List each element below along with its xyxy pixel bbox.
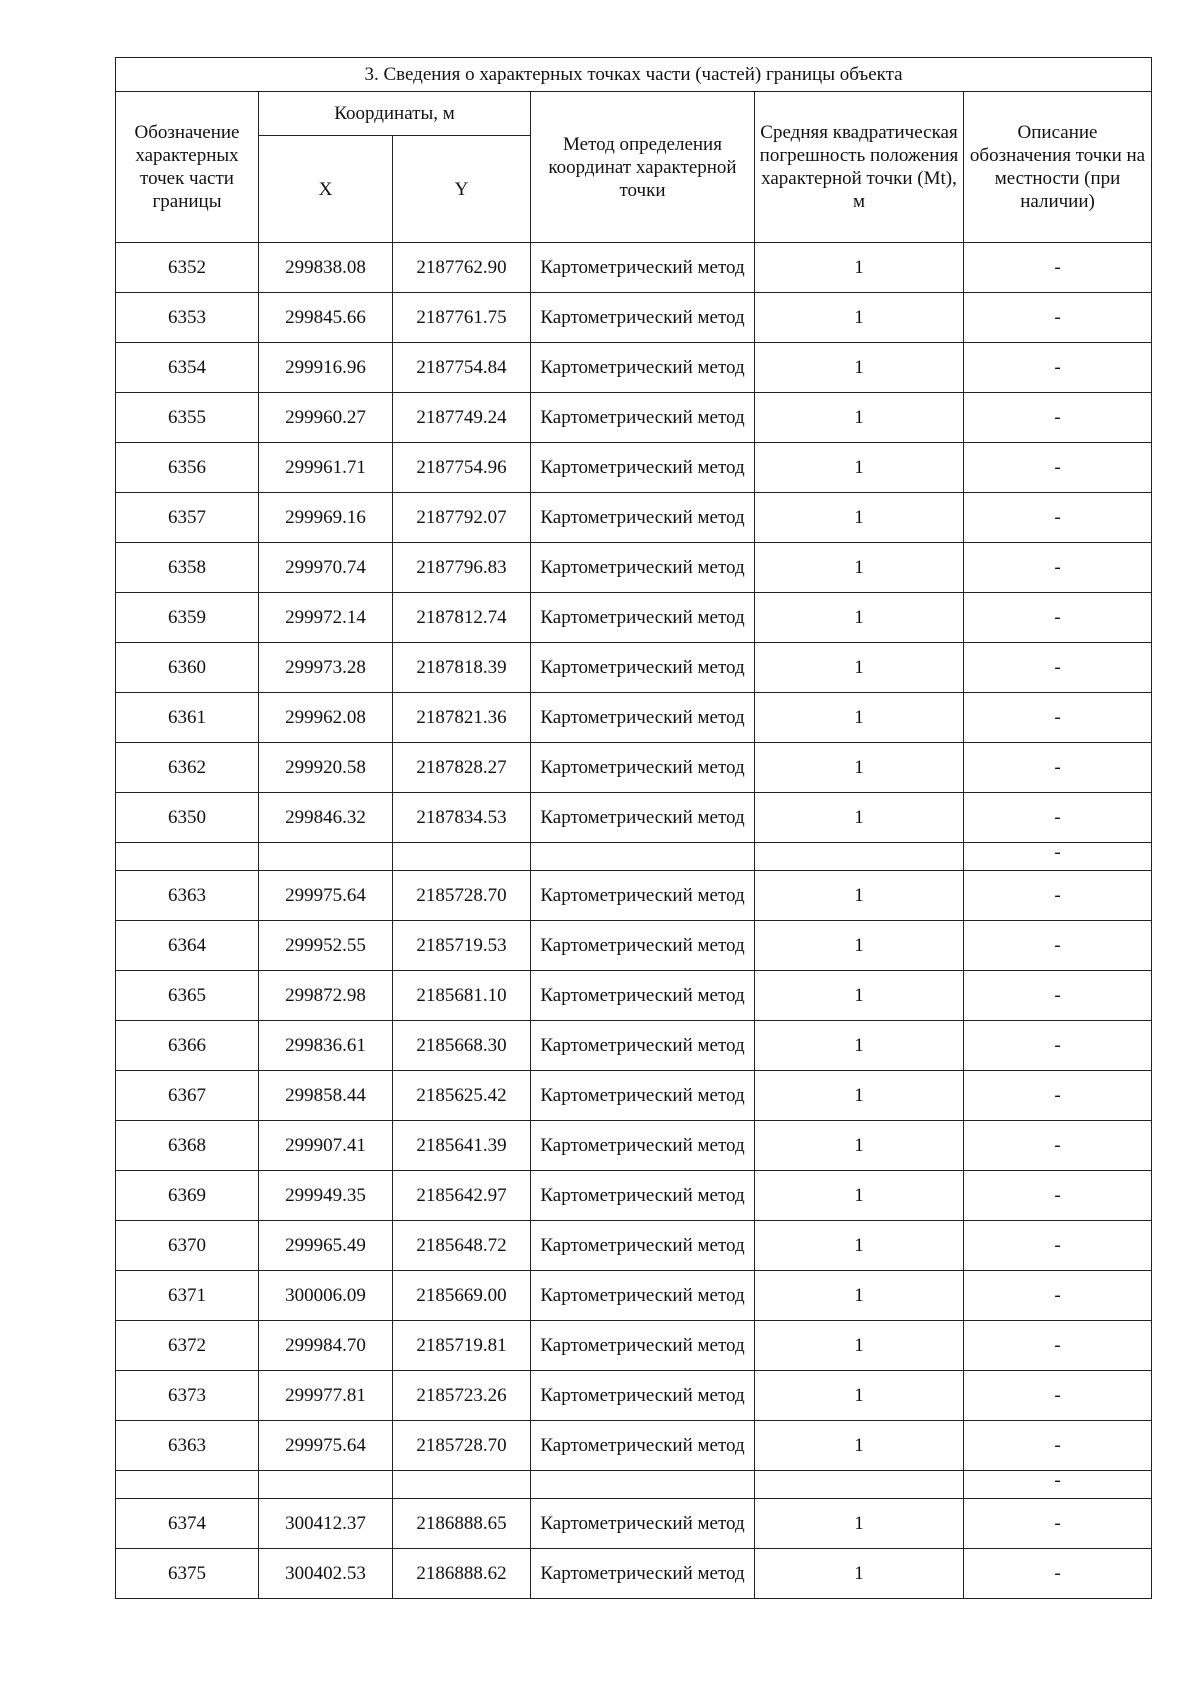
accuracy-cell: 1	[755, 743, 964, 793]
point-id-cell: 6365	[116, 971, 259, 1021]
y-coordinate-cell: 2187818.39	[393, 643, 531, 693]
description-cell: -	[964, 293, 1152, 343]
y-coordinate-cell: 2187792.07	[393, 493, 531, 543]
accuracy-cell: 1	[755, 493, 964, 543]
y-coordinate-cell: 2185719.53	[393, 921, 531, 971]
method-cell: Картометрический метод	[531, 1421, 755, 1471]
method-cell	[531, 843, 755, 871]
y-coordinate-cell: 2187821.36	[393, 693, 531, 743]
accuracy-cell: 1	[755, 543, 964, 593]
accuracy-cell: 1	[755, 871, 964, 921]
accuracy-cell: 1	[755, 1071, 964, 1121]
x-coordinate-cell: 299949.35	[259, 1171, 393, 1221]
y-coordinate-cell: 2187754.96	[393, 443, 531, 493]
y-coordinate-cell: 2187761.75	[393, 293, 531, 343]
method-cell: Картометрический метод	[531, 1221, 755, 1271]
description-cell: -	[964, 493, 1152, 543]
y-coordinate-cell: 2185625.42	[393, 1071, 531, 1121]
description-cell: -	[964, 743, 1152, 793]
method-cell: Картометрический метод	[531, 493, 755, 543]
x-coordinate-cell: 300006.09	[259, 1271, 393, 1321]
method-cell: Картометрический метод	[531, 1071, 755, 1121]
method-cell: Картометрический метод	[531, 793, 755, 843]
point-id-cell: 6364	[116, 921, 259, 971]
table-row	[116, 343, 1152, 393]
method-cell: Картометрический метод	[531, 921, 755, 971]
method-cell: Картометрический метод	[531, 1171, 755, 1221]
description-cell: -	[964, 1071, 1152, 1121]
point-id-cell: 6366	[116, 1021, 259, 1071]
table-row	[116, 971, 1152, 1021]
method-cell: Картометрический метод	[531, 593, 755, 643]
table-row	[116, 793, 1152, 843]
method-cell: Картометрический метод	[531, 1271, 755, 1321]
y-coordinate-cell: 2185648.72	[393, 1221, 531, 1271]
y-coordinate-cell: 2185668.30	[393, 1021, 531, 1071]
point-id-cell: 6369	[116, 1171, 259, 1221]
method-cell: Картометрический метод	[531, 393, 755, 443]
point-id-cell: 6370	[116, 1221, 259, 1271]
description-cell: -	[964, 243, 1152, 293]
table-row	[116, 921, 1152, 971]
description-cell: -	[964, 1171, 1152, 1221]
y-coordinate-cell: 2187812.74	[393, 593, 531, 643]
header-accuracy: Средняя квадратическая погрешность положения характерной точки (Mt), м	[755, 92, 964, 243]
method-cell: Картометрический метод	[531, 643, 755, 693]
table-row	[116, 1499, 1152, 1549]
x-coordinate-cell: 299984.70	[259, 1321, 393, 1371]
table-body	[116, 243, 1152, 1599]
description-cell: -	[964, 1021, 1152, 1071]
x-coordinate-cell: 299838.08	[259, 243, 393, 293]
method-cell: Картометрический метод	[531, 243, 755, 293]
x-coordinate-cell: 299961.71	[259, 443, 393, 493]
y-coordinate-cell: 2186888.65	[393, 1499, 531, 1549]
x-coordinate-cell: 299858.44	[259, 1071, 393, 1121]
table-row	[116, 493, 1152, 543]
method-cell: Картометрический метод	[531, 971, 755, 1021]
table-row	[116, 1071, 1152, 1121]
description-cell: -	[964, 921, 1152, 971]
y-coordinate-cell: 2185728.70	[393, 871, 531, 921]
table-row	[116, 643, 1152, 693]
accuracy-cell: 1	[755, 1271, 964, 1321]
x-coordinate-cell: 299836.61	[259, 1021, 393, 1071]
table-row	[116, 1321, 1152, 1371]
table-row	[116, 743, 1152, 793]
y-coordinate-cell: 2185723.26	[393, 1371, 531, 1421]
point-id-cell: 6368	[116, 1121, 259, 1171]
table-row	[116, 1549, 1152, 1599]
y-coordinate-cell: 2187749.24	[393, 393, 531, 443]
table-title: 3. Сведения о характерных точках части (частей) границы объекта	[116, 58, 1152, 92]
table-row	[116, 1221, 1152, 1271]
method-cell: Картометрический метод	[531, 1549, 755, 1599]
description-cell: -	[964, 793, 1152, 843]
point-id-cell: 6355	[116, 393, 259, 443]
method-cell: Картометрический метод	[531, 343, 755, 393]
table-row	[116, 393, 1152, 443]
accuracy-cell: 1	[755, 393, 964, 443]
separator-row	[116, 843, 1152, 871]
description-cell: -	[964, 871, 1152, 921]
x-coordinate-cell: 299975.64	[259, 871, 393, 921]
y-coordinate-cell: 2187754.84	[393, 343, 531, 393]
header-x: X	[259, 136, 393, 243]
table-row	[116, 1421, 1152, 1471]
accuracy-cell: 1	[755, 343, 964, 393]
point-id-cell: 6356	[116, 443, 259, 493]
x-coordinate-cell: 300412.37	[259, 1499, 393, 1549]
y-coordinate-cell	[393, 1471, 531, 1499]
description-cell: -	[964, 1499, 1152, 1549]
x-coordinate-cell	[259, 843, 393, 871]
accuracy-cell: 1	[755, 1499, 964, 1549]
header-coordinates: Координаты, м	[259, 92, 531, 136]
separator-row	[116, 1471, 1152, 1499]
x-coordinate-cell: 299970.74	[259, 543, 393, 593]
method-cell: Картометрический метод	[531, 1121, 755, 1171]
point-id-cell: 6375	[116, 1549, 259, 1599]
accuracy-cell: 1	[755, 243, 964, 293]
point-id-cell: 6361	[116, 693, 259, 743]
y-coordinate-cell: 2187834.53	[393, 793, 531, 843]
description-cell: -	[964, 1549, 1152, 1599]
accuracy-cell: 1	[755, 293, 964, 343]
description-cell: -	[964, 1421, 1152, 1471]
x-coordinate-cell: 299846.32	[259, 793, 393, 843]
y-coordinate-cell: 2185719.81	[393, 1321, 531, 1371]
description-cell: -	[964, 1221, 1152, 1271]
table-row	[116, 693, 1152, 743]
accuracy-cell: 1	[755, 1549, 964, 1599]
accuracy-cell: 1	[755, 921, 964, 971]
accuracy-cell: 1	[755, 593, 964, 643]
y-coordinate-cell: 2185669.00	[393, 1271, 531, 1321]
x-coordinate-cell: 299977.81	[259, 1371, 393, 1421]
boundary-points-table	[115, 57, 1152, 1599]
point-id-cell: 6363	[116, 871, 259, 921]
header-method: Метод определения координат характерной точки	[531, 92, 755, 243]
table-row	[116, 293, 1152, 343]
point-id-cell: 6354	[116, 343, 259, 393]
table-row	[116, 1271, 1152, 1321]
method-cell: Картометрический метод	[531, 1371, 755, 1421]
description-cell: -	[964, 693, 1152, 743]
method-cell: Картометрический метод	[531, 1321, 755, 1371]
point-id-cell	[116, 1471, 259, 1499]
description-cell: -	[964, 1471, 1152, 1499]
accuracy-cell: 1	[755, 793, 964, 843]
x-coordinate-cell: 299960.27	[259, 393, 393, 443]
x-coordinate-cell: 299965.49	[259, 1221, 393, 1271]
description-cell: -	[964, 971, 1152, 1021]
table-row	[116, 593, 1152, 643]
x-coordinate-cell: 299969.16	[259, 493, 393, 543]
accuracy-cell: 1	[755, 1321, 964, 1371]
accuracy-cell: 1	[755, 1371, 964, 1421]
method-cell: Картометрический метод	[531, 871, 755, 921]
accuracy-cell: 1	[755, 643, 964, 693]
x-coordinate-cell: 299907.41	[259, 1121, 393, 1171]
method-cell: Картометрический метод	[531, 443, 755, 493]
method-cell: Картометрический метод	[531, 1499, 755, 1549]
point-id-cell: 6353	[116, 293, 259, 343]
table-row	[116, 1021, 1152, 1071]
x-coordinate-cell: 299973.28	[259, 643, 393, 693]
table-row	[116, 443, 1152, 493]
accuracy-cell: 1	[755, 1121, 964, 1171]
table-row	[116, 1171, 1152, 1221]
table-row	[116, 1371, 1152, 1421]
point-id-cell: 6367	[116, 1071, 259, 1121]
header-designation: Обозначение характерных точек части границы	[116, 92, 259, 243]
point-id-cell: 6363	[116, 1421, 259, 1471]
point-id-cell	[116, 843, 259, 871]
description-cell: -	[964, 643, 1152, 693]
header-y: Y	[393, 136, 531, 243]
y-coordinate-cell: 2187762.90	[393, 243, 531, 293]
accuracy-cell: 1	[755, 1171, 964, 1221]
method-cell: Картометрический метод	[531, 693, 755, 743]
x-coordinate-cell: 299952.55	[259, 921, 393, 971]
description-cell: -	[964, 593, 1152, 643]
accuracy-cell	[755, 843, 964, 871]
description-cell: -	[964, 1271, 1152, 1321]
header-description: Описание обозначения точки на местности (при наличии)	[964, 92, 1152, 243]
y-coordinate-cell: 2187796.83	[393, 543, 531, 593]
point-id-cell: 6374	[116, 1499, 259, 1549]
description-cell: -	[964, 343, 1152, 393]
x-coordinate-cell: 299920.58	[259, 743, 393, 793]
accuracy-cell: 1	[755, 1221, 964, 1271]
accuracy-cell: 1	[755, 971, 964, 1021]
accuracy-cell: 1	[755, 1021, 964, 1071]
method-cell	[531, 1471, 755, 1499]
point-id-cell: 6360	[116, 643, 259, 693]
description-cell: -	[964, 543, 1152, 593]
point-id-cell: 6362	[116, 743, 259, 793]
x-coordinate-cell: 299972.14	[259, 593, 393, 643]
description-cell: -	[964, 443, 1152, 493]
method-cell: Картометрический метод	[531, 1021, 755, 1071]
point-id-cell: 6371	[116, 1271, 259, 1321]
description-cell: -	[964, 1371, 1152, 1421]
point-id-cell: 6350	[116, 793, 259, 843]
accuracy-cell: 1	[755, 693, 964, 743]
x-coordinate-cell	[259, 1471, 393, 1499]
accuracy-cell: 1	[755, 443, 964, 493]
y-coordinate-cell: 2185681.10	[393, 971, 531, 1021]
x-coordinate-cell: 299872.98	[259, 971, 393, 1021]
y-coordinate-cell: 2185728.70	[393, 1421, 531, 1471]
point-id-cell: 6358	[116, 543, 259, 593]
table-row	[116, 1121, 1152, 1171]
table-row	[116, 871, 1152, 921]
x-coordinate-cell: 299962.08	[259, 693, 393, 743]
y-coordinate-cell: 2185641.39	[393, 1121, 531, 1171]
y-coordinate-cell: 2187828.27	[393, 743, 531, 793]
y-coordinate-cell: 2186888.62	[393, 1549, 531, 1599]
method-cell: Картометрический метод	[531, 743, 755, 793]
table-row	[116, 543, 1152, 593]
point-id-cell: 6373	[116, 1371, 259, 1421]
x-coordinate-cell: 299845.66	[259, 293, 393, 343]
description-cell: -	[964, 1121, 1152, 1171]
x-coordinate-cell: 299975.64	[259, 1421, 393, 1471]
y-coordinate-cell: 2185642.97	[393, 1171, 531, 1221]
point-id-cell: 6372	[116, 1321, 259, 1371]
description-cell: -	[964, 843, 1152, 871]
x-coordinate-cell: 299916.96	[259, 343, 393, 393]
x-coordinate-cell: 300402.53	[259, 1549, 393, 1599]
description-cell: -	[964, 1321, 1152, 1371]
method-cell: Картометрический метод	[531, 543, 755, 593]
point-id-cell: 6352	[116, 243, 259, 293]
table-row	[116, 243, 1152, 293]
description-cell: -	[964, 393, 1152, 443]
accuracy-cell	[755, 1471, 964, 1499]
point-id-cell: 6359	[116, 593, 259, 643]
y-coordinate-cell	[393, 843, 531, 871]
point-id-cell: 6357	[116, 493, 259, 543]
method-cell: Картометрический метод	[531, 293, 755, 343]
accuracy-cell: 1	[755, 1421, 964, 1471]
